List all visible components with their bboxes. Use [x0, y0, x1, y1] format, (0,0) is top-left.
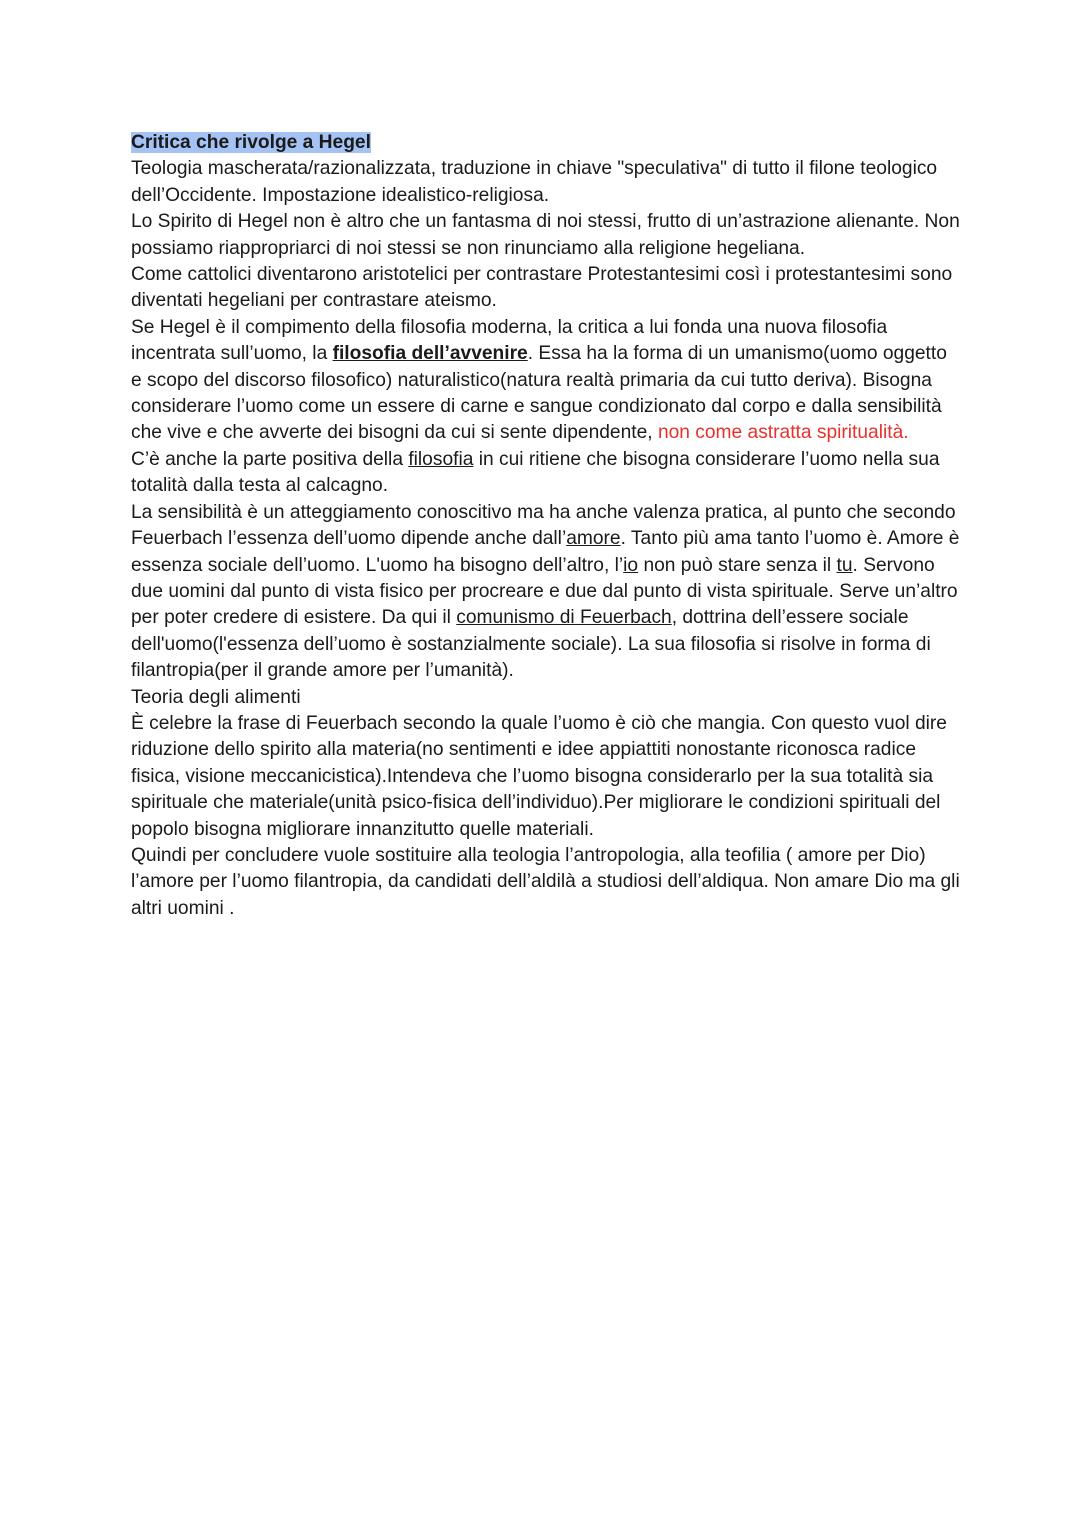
p5-text-a: C’è anche la parte positiva della [131, 448, 409, 470]
p6-text-a: La sensibilità è un atteggiamento conoscitivo ma ha anche valenza pratica, al punto che secondo Feuerbach l’essenza dell’uomo dipende anche dall’ [131, 501, 956, 550]
red-highlight-text: non come astratta spiritualità. [657, 422, 909, 444]
amore-term: amore [566, 528, 621, 550]
paragraph-5 [131, 447, 961, 500]
p6-text-b: . Tanto più ama tanto l’uomo è. Amore è essenza sociale dell’uomo. L'uomo ha bisogno dell’altro, l’ [131, 528, 960, 576]
paragraph-9: Quindi per concludere vuole sostituire alla teologia l’antropologia, alla teofilia ( amore per Dio) l’amore per l’uomo filantropia, da candidati dell’aldilà a studiosi dell’aldiqua. Non amare Dio ma gli altri uomini . [131, 844, 960, 919]
document-body [131, 130, 961, 922]
p4-text-a: Se Hegel è il compimento della filosofia moderna, la critica a lui fonda una nuova filosofia incentrata sull’uomo, la [131, 316, 888, 365]
heading-paragraph [131, 130, 961, 156]
filosofia-avvenire-term: filosofia dell’avvenire [332, 343, 528, 365]
paragraph-1: Teologia mascherata/razionalizzata, traduzione in chiave "speculativa" di tutto il filone teologico dell’Occidente. Impostazione idealistico-religiosa. [131, 158, 938, 206]
paragraph-7: Teoria degli alimenti [131, 686, 301, 708]
section-heading: Critica che rivolge a Hegel [131, 132, 371, 153]
tu-term: tu [836, 554, 853, 576]
p6-text-c: non può stare senza il [638, 554, 837, 576]
comunismo-term: comunismo di Feuerbach [456, 607, 672, 629]
paragraph-3: Come cattolici diventarono aristotelici per contrastare Protestantesimi così i protestantesimi sono diventati hegeliani per contrastare ateismo. [131, 264, 953, 312]
p6-text-d: . Servono due uomini dal punto di vista fisico per procreare e due dal punto di vista spirituale. Serve un’altro per poter credere di esistere. Da qui il [131, 554, 958, 629]
p5-text-b: in cui ritiene che bisogna considerare l’uomo nella sua totalità dalla testa al calcagno. [131, 448, 940, 497]
paragraph-8: È celebre la frase di Feuerbach secondo la quale l’uomo è ciò che mangia. Con questo vuol dire riduzione dello spirito alla materia(no sentimenti e idee appiattiti nonostante riconosca radice fisica, visione meccanicistica).Intendeva che l’uomo bisogna considerarlo per la sua totalità sia spirituale che materiale(unità psico-fisica dell’individuo).Per migliorare le condizioni spirituali del popolo bisogna migliorare innanzitutto quelle materiali. [131, 712, 947, 840]
filosofia-term: filosofia [408, 448, 474, 470]
paragraph-2: Lo Spirito di Hegel non è altro che un fantasma di noi stessi, frutto di un’astrazione alienante. Non possiamo riappropriarci di noi stessi se non rinunciamo alla religione hegeliana. [131, 211, 960, 259]
paragraph-4 [131, 315, 961, 447]
io-term: io [623, 554, 639, 576]
p4-text-b: . Essa ha la forma di un umanismo(uomo oggetto e scopo del discorso filosofico) naturalistico(natura realtà primaria da cui tutto deriva). Bisogna considerare l’uomo come un essere di carne e sangue condizionato dal corpo e dalla sensibilità che vive e che avverte dei bisogni da cui si sente dipendente, [131, 343, 947, 444]
paragraph-6 [131, 500, 961, 685]
p6-text-e: , dottrina dell’essere sociale dell'uomo(l'essenza dell’uomo è sostanzialmente sociale). La sua filosofia si risolve in forma di filantropia(per il grande amore per l’umanità). [131, 607, 931, 682]
